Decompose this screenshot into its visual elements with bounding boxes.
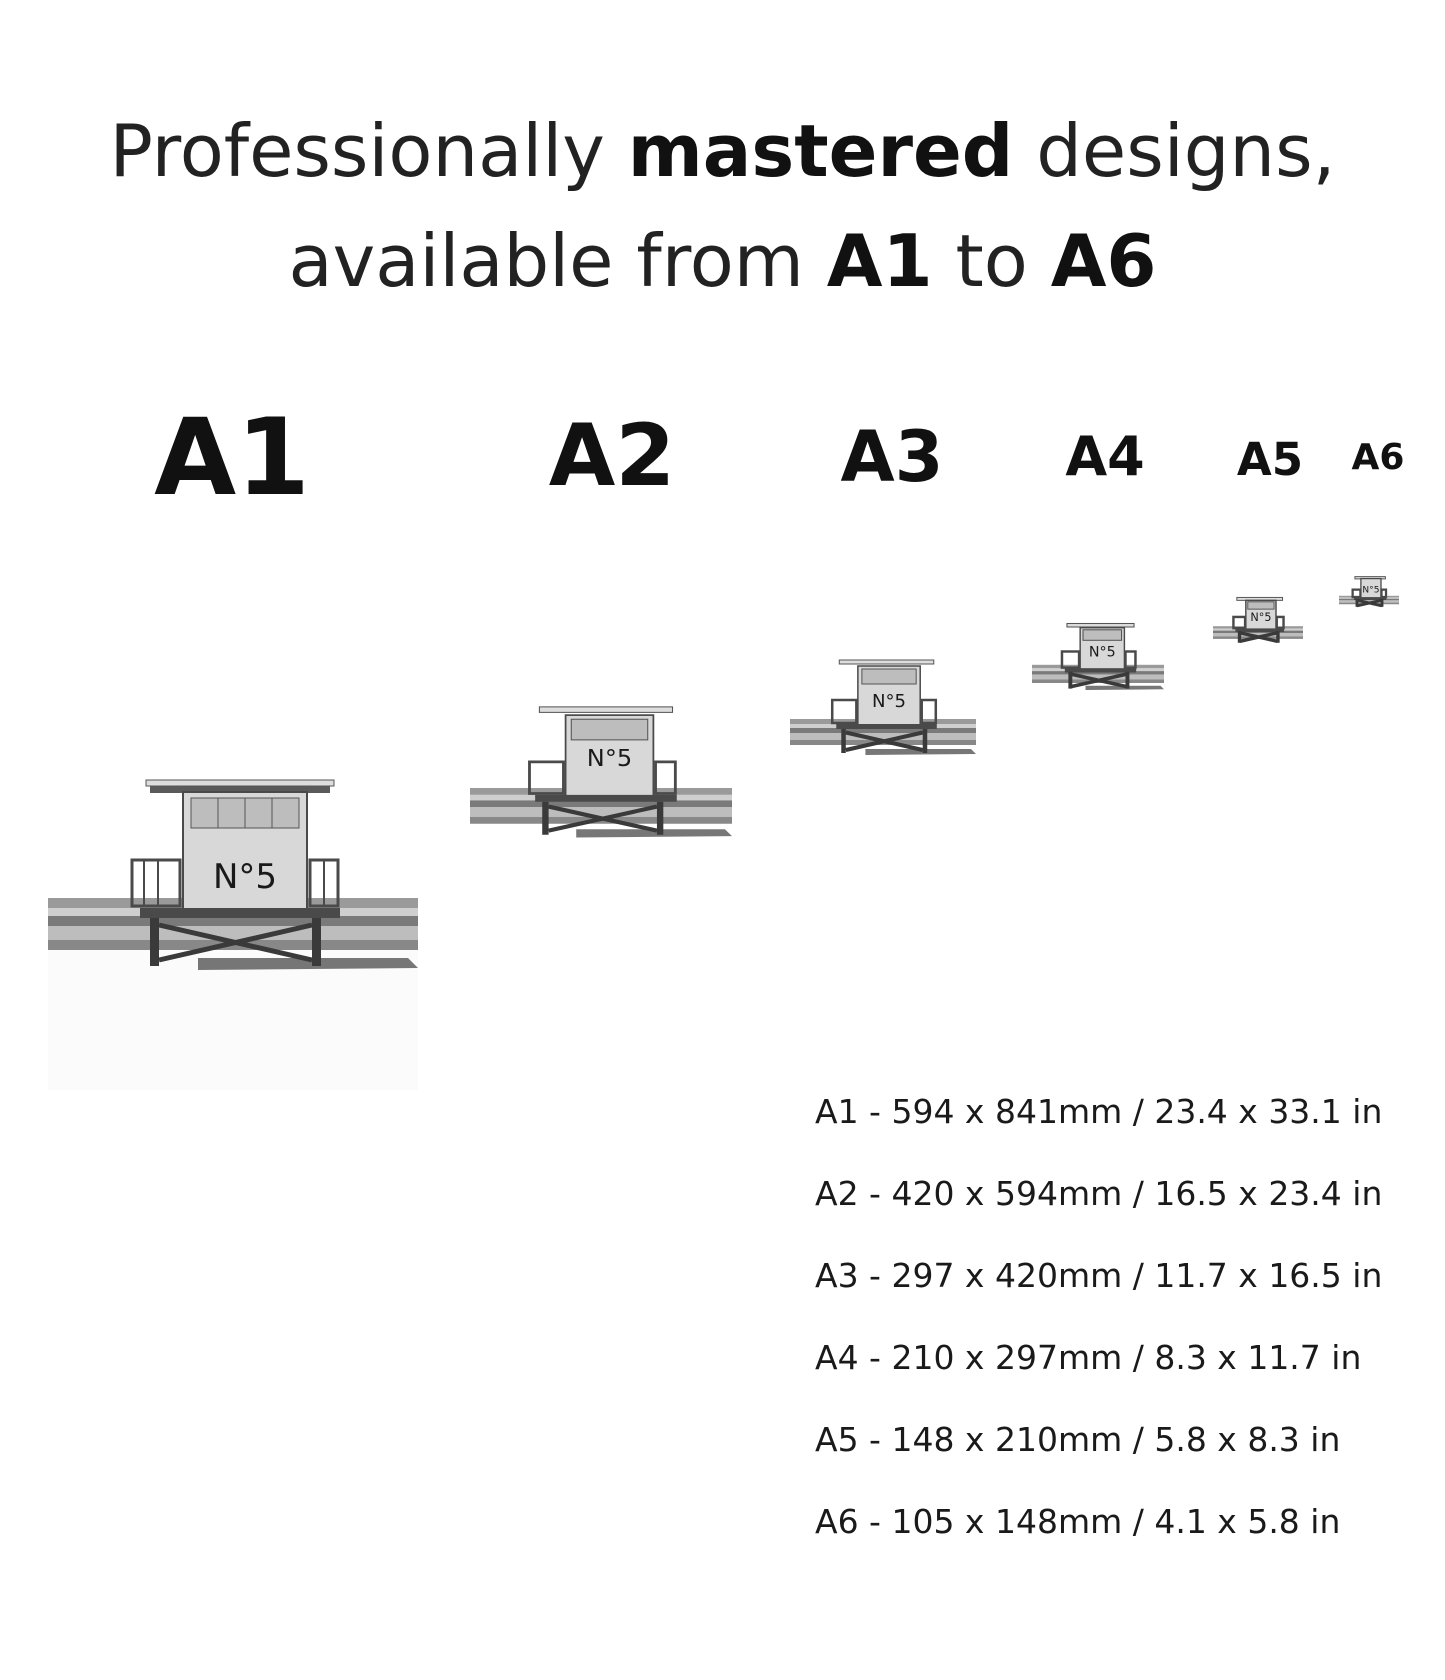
- headline-line-1: [0, 109, 1445, 193]
- headline-post: designs,: [1013, 109, 1336, 193]
- badge-a1: N°5: [212, 857, 278, 897]
- print-a1: [48, 770, 418, 1090]
- spec-a2: A2 - 420 x 594mm / 16.5 x 23.4 in: [815, 1174, 1383, 1213]
- badge-a3: N°5: [871, 691, 907, 712]
- size-label-a5: A5: [1236, 433, 1304, 486]
- badge-a5: N°5: [1250, 610, 1272, 624]
- spec-a6: A6 - 105 x 148mm / 4.1 x 5.8 in: [815, 1502, 1341, 1541]
- print-a4: [1032, 620, 1164, 732]
- spec-a5: A5 - 148 x 210mm / 5.8 x 8.3 in: [815, 1420, 1341, 1459]
- headline-bold-a6: A6: [1050, 219, 1157, 303]
- size-spec-list: [815, 1092, 1415, 1587]
- print-a5: [1213, 595, 1303, 673]
- size-label-a6: A6: [1351, 437, 1405, 478]
- headline-mid: to: [932, 219, 1051, 303]
- print-a3: [790, 655, 976, 815]
- spec-a1: A1 - 594 x 841mm / 23.4 x 33.1 in: [815, 1092, 1383, 1131]
- size-label-a4: A4: [1065, 425, 1145, 488]
- print-a6: [1339, 575, 1399, 627]
- badge-a2: N°5: [586, 744, 633, 772]
- print-a2: [470, 700, 732, 920]
- headline-pre: Professionally: [109, 109, 628, 193]
- size-label-a2: A2: [548, 406, 676, 506]
- size-label-a1: A1: [154, 396, 310, 519]
- headline-line-2: [0, 219, 1445, 303]
- badge-a4: N°5: [1088, 644, 1116, 661]
- headline-pre-2: available from: [288, 219, 827, 303]
- headline-bold-a1: A1: [826, 219, 933, 303]
- spec-a3: A3 - 297 x 420mm / 11.7 x 16.5 in: [815, 1256, 1383, 1295]
- spec-a4: A4 - 210 x 297mm / 8.3 x 11.7 in: [815, 1338, 1362, 1377]
- size-label-a3: A3: [840, 416, 944, 498]
- headline-bold: mastered: [627, 109, 1014, 193]
- badge-a6: N°5: [1362, 585, 1380, 596]
